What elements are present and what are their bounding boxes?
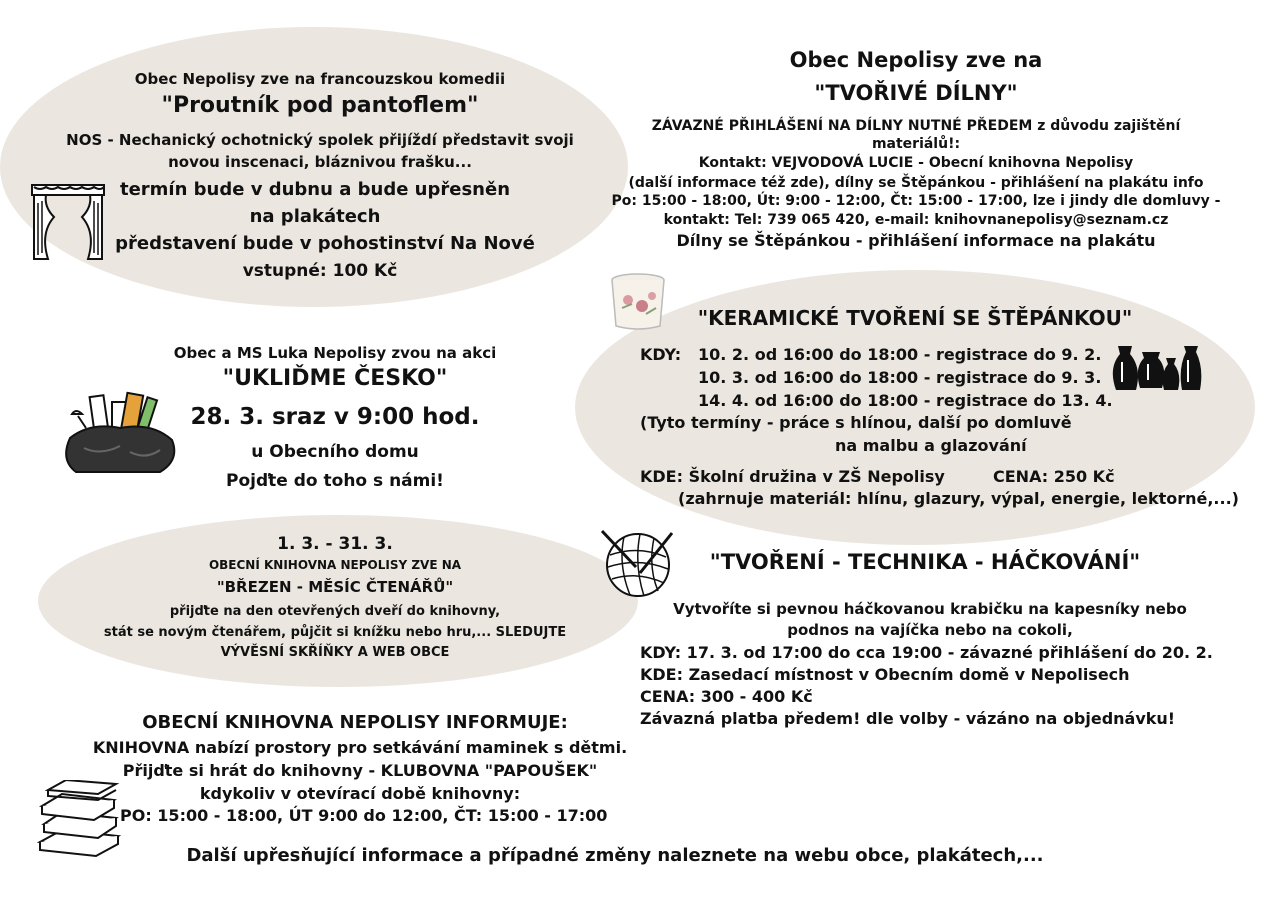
- footer-note: Další upřesňující informace a případné změny naleznete na webu obce, plakátech,...: [186, 845, 1044, 866]
- ceramics-where: KDE: Školní družina v ZŠ Nepolisy: [640, 467, 945, 486]
- crochet-title: "TVOŘENÍ - TECHNIKA - HÁČKOVÁNÍ": [709, 550, 1141, 574]
- comedy-line-6: vstupné: 100 Kč: [242, 261, 398, 281]
- cleanup-intro: Obec a MS Luka Nepolisy zvou na akci: [173, 344, 497, 362]
- library-hours: PO: 15:00 - 18:00, ÚT 9:00 do 12:00, ČT: 15:00 - 17:00: [120, 806, 608, 825]
- cleanup-place: u Obecního domu: [251, 442, 419, 462]
- library-line-3: kdykoliv v otevírací době knihovny:: [199, 784, 521, 803]
- ceramics-date-2: 10. 3. od 16:00 do 18:00 - registrace do 9. 3.: [698, 368, 1102, 387]
- ceramics-includes: (zahrnuje materiál: hlínu, glazury, výpal, energie, lektorné,...): [678, 489, 1239, 508]
- ceramics-price: CENA: 250 Kč: [993, 467, 1115, 486]
- crochet-line-1: Vytvoříte si pevnou háčkovanou krabičku na kapesníky nebo: [673, 600, 1187, 618]
- comedy-line-2: novou inscenaci, bláznivou frašku...: [168, 153, 472, 171]
- theater-curtain-icon: [30, 183, 106, 261]
- workshops-intro: Obec Nepolisy zve na: [789, 48, 1043, 72]
- comedy-line-5: představení bude v pohostinství Na Nové: [115, 233, 535, 254]
- crochet-payment: Závazná platba předem! dle volby - vázáno na objednávku!: [640, 709, 1176, 728]
- readers-line-1: přijďte na den otevřených dveří do knihovny,: [169, 604, 501, 619]
- workshops-line-7: Dílny se Štěpánkou - přihlášení informace na plakátu: [676, 231, 1156, 250]
- library-title: OBECNÍ KNIHOVNA NEPOLISY INFORMUJE:: [142, 712, 568, 733]
- ceramics-note-2: na malbu a glazování: [835, 436, 1027, 455]
- crochet-where: KDE: Zasedací místnost v Obecním domě v Nepolisech: [640, 665, 1130, 684]
- workshops-title: "TVOŘIVÉ DÍLNY": [814, 81, 1018, 105]
- ceramics-note-1: (Tyto termíny - práce s hlínou, další po domluvě: [640, 413, 1072, 432]
- library-line-1: KNIHOVNA nabízí prostory pro setkávání maminek s dětmi.: [92, 738, 628, 757]
- workshops-line-4: (další informace též zde), dílny se Štěpánkou - přihlášení na plakátu info: [628, 175, 1204, 191]
- comedy-title: "Proutník pod pantoflem": [161, 93, 479, 118]
- ceramics-when-label: KDY:: [640, 345, 682, 364]
- readers-line-3: VÝVĚSNÍ SKŘÍŇKY A WEB OBCE: [220, 645, 450, 660]
- yarn-ball-icon: [600, 527, 676, 599]
- readers-dates: 1. 3. - 31. 3.: [277, 534, 393, 554]
- readers-title: "BŘEZEN - MĚSÍC ČTENÁŘŮ": [216, 578, 454, 596]
- cleanup-title: "UKLIĎME ČESKO": [222, 366, 448, 391]
- crochet-line-2: podnos na vajíčka nebo na cokoli,: [787, 621, 1073, 639]
- workshops-line-6: kontakt: Tel: 739 065 420, e-mail: knihovnanepolisy@seznam.cz: [663, 212, 1169, 228]
- ceramics-date-3: 14. 4. od 16:00 do 18:00 - registrace do 13. 4.: [698, 391, 1113, 410]
- comedy-intro: Obec Nepolisy zve na francouzskou komedii: [134, 70, 506, 88]
- crochet-price: CENA: 300 - 400 Kč: [640, 687, 813, 706]
- readers-intro: OBECNÍ KNIHOVNA NEPOLISY ZVE NA: [208, 558, 462, 572]
- readers-line-2: stát se novým čtenářem, půjčit si knížku nebo hru,... SLEDUJTE: [103, 625, 567, 640]
- workshops-line-5: Po: 15:00 - 18:00, Út: 9:00 - 12:00, Čt: 15:00 - 17:00, lze i jindy dle domluvy -: [611, 193, 1221, 209]
- crochet-when: KDY: 17. 3. od 17:00 do cca 19:00 - závazné přihlášení do 20. 2.: [640, 643, 1213, 662]
- ceramic-pot-icon: [608, 272, 668, 332]
- ceramics-title: "KERAMICKÉ TVOŘENÍ SE ŠTĚPÁNKOU": [697, 306, 1133, 330]
- workshops-line-3: Kontakt: VEJVODOVÁ LUCIE - Obecní knihovna Nepolisy: [698, 155, 1134, 171]
- library-line-2: Přijďte si hrát do knihovny - KLUBOVNA "PAPOUŠEK": [122, 761, 598, 780]
- trash-bag-icon: [60, 388, 180, 476]
- workshops-line-1: ZÁVAZNÉ PŘIHLÁŠENÍ NA DÍLNY NUTNÉ PŘEDEM z důvodu zajištění: [651, 118, 1181, 134]
- vases-icon: [1112, 342, 1204, 392]
- cleanup-invite: Pojďte do toho s námi!: [226, 471, 444, 491]
- workshops-line-2: materiálů!:: [871, 136, 961, 152]
- comedy-line-4: na plakátech: [249, 206, 381, 227]
- comedy-line-1: NOS - Nechanický ochotnický spolek přijíždí představit svoji: [66, 131, 574, 149]
- cleanup-date: 28. 3. sraz v 9:00 hod.: [190, 404, 480, 430]
- comedy-line-3: termín bude v dubnu a bude upřesněn: [119, 179, 511, 200]
- ceramics-date-1: 10. 2. od 16:00 do 18:00 - registrace do 9. 2.: [698, 345, 1102, 364]
